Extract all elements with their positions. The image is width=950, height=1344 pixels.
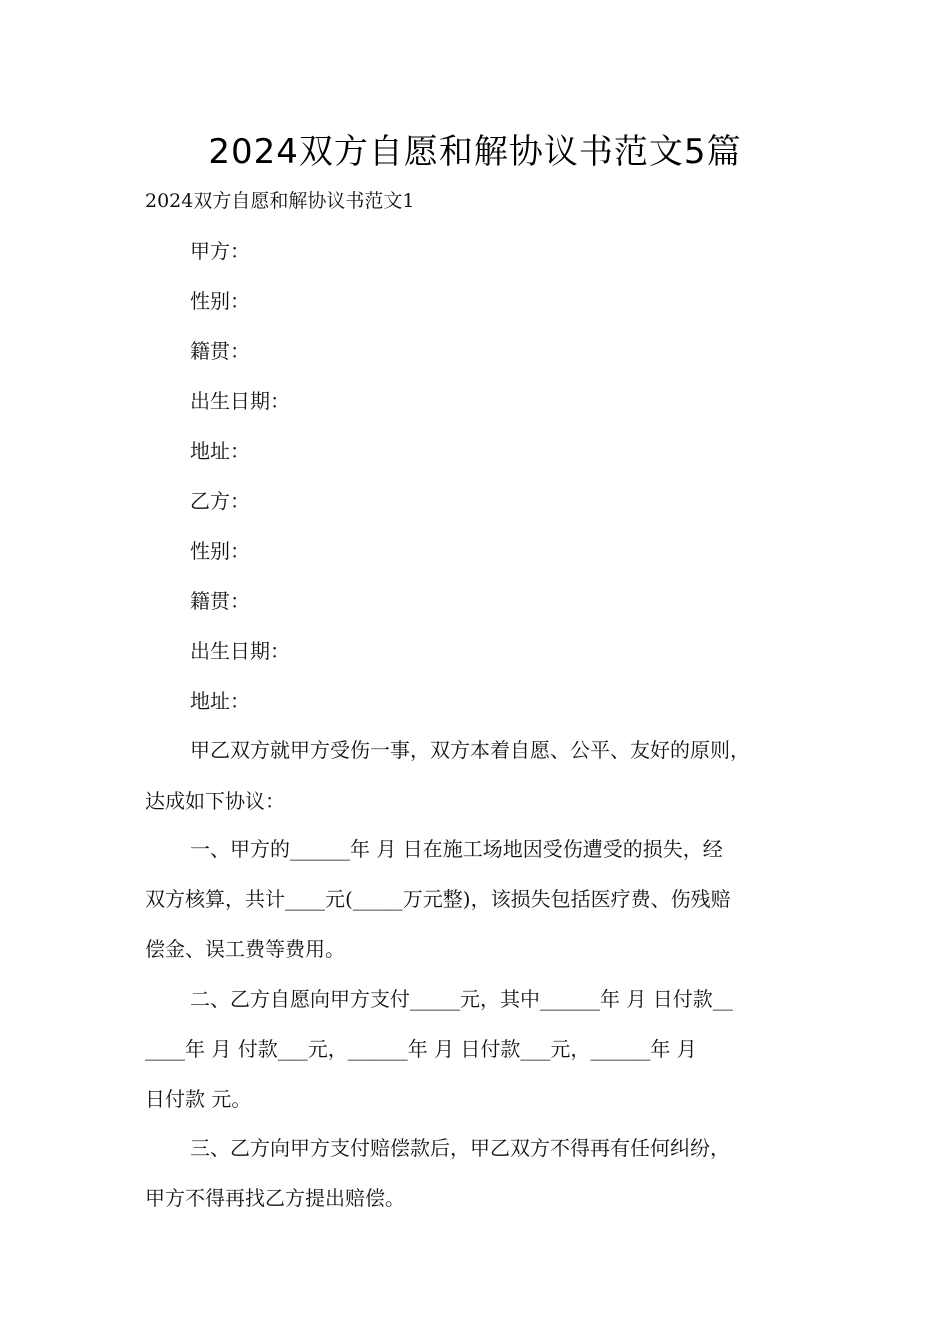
party-b-origin: 籍贯： [190, 589, 250, 613]
intro-line: 甲乙双方就甲方受伤一事，双方本着自愿、公平、友好的原则， [190, 738, 750, 762]
clause-1-line: 一、甲方的______年 月 日在施工场地因受伤遭受的损失，经 [190, 837, 723, 861]
clause-3-line: 甲方不得再找乙方提出赔偿。 [145, 1186, 405, 1210]
party-a-gender: 性别： [190, 289, 250, 313]
party-b-address: 地址： [190, 689, 250, 713]
document-subtitle: 2024双方自愿和解协议书范文1 [145, 190, 415, 212]
party-a-origin: 籍贯： [190, 339, 250, 363]
party-a-birth-date: 出生日期： [190, 389, 290, 413]
document-title: 2024双方自愿和解协议书范文5篇 [208, 132, 742, 172]
clause-1-line: 双方核算，共计____元(_____万元整)，该损失包括医疗费、伤残赔 [145, 887, 731, 911]
party-a-address: 地址： [190, 439, 250, 463]
clause-2-line: 日付款 元。 [145, 1087, 252, 1111]
clause-2-line: 二、乙方自愿向甲方支付_____元，其中______年 月 日付款__ [190, 987, 733, 1011]
party-b-label: 乙方： [190, 489, 250, 513]
party-a-label: 甲方： [190, 239, 250, 263]
clause-1-line: 偿金、误工费等费用。 [145, 937, 345, 961]
clause-2-line: ____年 月 付款___元，______年 月 日付款___元，______年 月 [145, 1037, 697, 1061]
clause-3-line: 三、乙方向甲方支付赔偿款后，甲乙双方不得再有任何纠纷， [190, 1136, 730, 1160]
party-b-gender: 性别： [190, 539, 250, 563]
intro-line: 达成如下协议： [145, 789, 285, 813]
party-b-birth-date: 出生日期： [190, 639, 290, 663]
